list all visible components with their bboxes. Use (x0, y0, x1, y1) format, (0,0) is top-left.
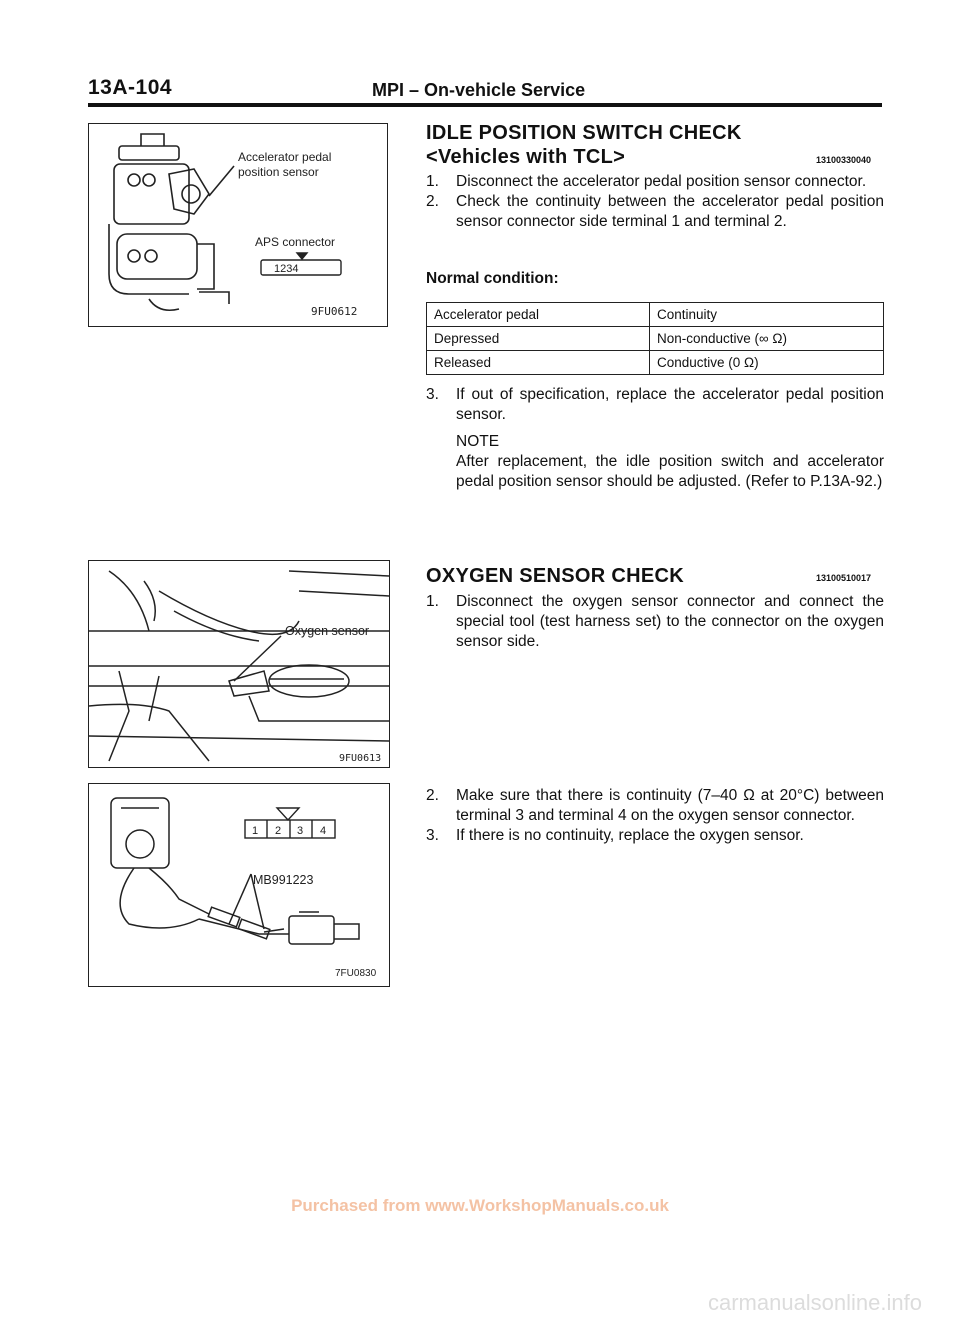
table-row (427, 351, 884, 375)
oxygen-check-code: 13100510017 (816, 573, 872, 583)
figure-code-9fu0613: 9FU0613 (339, 753, 382, 764)
table-header-pedal: Accelerator pedal (427, 303, 650, 327)
idle-check-subtitle: <Vehicles with TCL> (426, 146, 626, 168)
oxygen-steps-2-3 (426, 786, 884, 846)
table-row (427, 303, 884, 327)
oxygen-sensor-illustration (89, 561, 389, 767)
test-harness-illustration (89, 784, 389, 986)
table-header-continuity: Continuity (650, 303, 884, 327)
table-cell: Depressed (427, 327, 650, 351)
tool-label-mb991223: MB991223 (253, 873, 314, 887)
table-row (427, 327, 884, 351)
pin-2: 2 (275, 825, 282, 837)
oxygen-step-3: 3. If there is no continuity, replace the oxygen sensor. (426, 827, 804, 844)
figure-code-7fu0830: 7FU0830 (335, 968, 377, 979)
idle-step-2: 2. Check the continuity between the accelerator pedal position sensor connector side terminal 1 and terminal 2. (426, 193, 884, 230)
pin-3: 3 (297, 825, 304, 837)
site-watermark: carmanualsonline.info (707, 1290, 922, 1315)
figure-aps-sensor (88, 123, 388, 327)
oxygen-check-title: OXYGEN SENSOR CHECK (426, 565, 684, 587)
note-text: After replacement, the idle position switch and accelerator pedal position sensor should be adjusted. (Refer to P.13A-92.) (456, 453, 884, 490)
normal-condition-label: Normal condition: (426, 270, 559, 287)
oxygen-step-1: 1. Disconnect the oxygen sensor connector and connect the special tool (test harness set) to the connector on the oxygen sensor side. (426, 593, 884, 650)
header-rule (88, 103, 882, 107)
idle-check-title: IDLE POSITION SWITCH CHECK (426, 122, 742, 144)
figure-code-9fu0612: 9FU0612 (311, 305, 358, 318)
purchase-footer: Purchased from www.WorkshopManuals.co.uk (291, 1196, 669, 1215)
table-cell: Non-conductive (∞ Ω) (650, 327, 884, 351)
continuity-table (426, 302, 884, 375)
table-cell: Conductive (0 Ω) (650, 351, 884, 375)
idle-check-steps (426, 172, 884, 232)
oxygen-sensor-label: Oxygen sensor (285, 624, 370, 638)
page-number: 13A-104 (88, 76, 173, 99)
idle-step-1: 1. Disconnect the accelerator pedal position sensor connector. (426, 173, 867, 190)
figure-oxygen-sensor (88, 560, 390, 768)
section-title: MPI – On-vehicle Service (372, 80, 586, 100)
figure-test-harness (88, 783, 390, 987)
idle-step-3: 3. If out of specification, replace the accelerator pedal position sensor. (426, 386, 884, 423)
idle-check-code: 13100330040 (816, 155, 872, 165)
pin-4: 4 (320, 825, 327, 837)
oxygen-step-1-block (426, 592, 884, 652)
table-cell: Released (427, 351, 650, 375)
note-label: NOTE (456, 433, 500, 450)
aps-connector-drawing (261, 253, 341, 275)
idle-step-3-block (426, 385, 884, 425)
aps-pins-label: 1234 (274, 263, 299, 275)
aps-connector-label: APS connector (255, 235, 336, 249)
pin-1: 1 (252, 825, 259, 837)
aps-sensor-label-line1: Accelerator pedal (238, 150, 332, 164)
aps-sensor-illustration (89, 124, 387, 326)
aps-sensor-label-line2: position sensor (238, 165, 319, 179)
oxygen-step-2: 2. Make sure that there is continuity (7–40 Ω at 20°C) between terminal 3 and terminal 4 on the oxygen sensor connector. (426, 787, 884, 824)
